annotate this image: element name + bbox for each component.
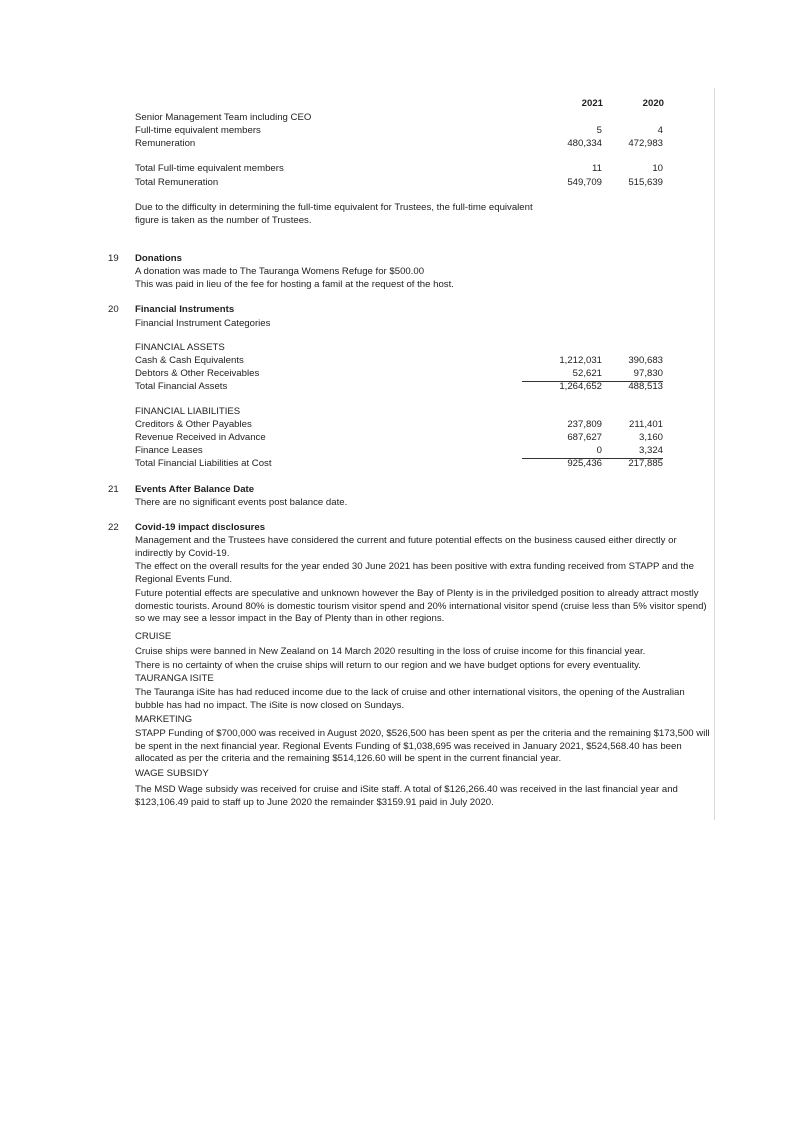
smt-row-value-2021: 480,334 <box>567 138 602 149</box>
financial-assets-heading: FINANCIAL ASSETS <box>135 342 225 353</box>
section-title-covid-19: Covid-19 impact disclosures <box>135 522 266 533</box>
year-header-2021: 2021 <box>581 98 603 109</box>
cruise-paragraph: There is no certainty of when the cruise ships will return to our region and we have budget options for every eventuality. <box>135 660 641 671</box>
section-title-events-after-balance-date: Events After Balance Date <box>135 484 255 495</box>
liability-row-label: Finance Leases <box>135 445 203 456</box>
total-financial-assets-2021: 1,264,652 <box>559 381 602 392</box>
section-title-financial-instruments: Financial Instruments <box>135 304 235 315</box>
asset-row-value-2021: 52,621 <box>522 368 602 382</box>
isite-heading: TAURANGA ISITE <box>135 673 214 684</box>
covid-paragraph: Management and the Trustees have considered the current and future potential effects on the business caused either directly or indirectly by Covid-19. <box>135 535 677 559</box>
smt-row-value-2021: 5 <box>596 125 602 136</box>
total-financial-assets-label: Total Financial Assets <box>135 381 228 392</box>
smt-heading: Senior Management Team including CEO <box>135 112 312 123</box>
section-number: 20 <box>108 304 119 315</box>
trustees-note-line: Due to the difficulty in determining the full-time equivalent for Trustees, the full-time equivalent <box>135 202 533 213</box>
liability-row-label: Creditors & Other Payables <box>135 419 252 430</box>
section-number: 21 <box>108 484 119 495</box>
isite-paragraph: The Tauranga iSite has had reduced income due to the lack of cruise and other international visitors, the opening of the Australian bubble has had no impact. The iSite is now closed on Sundays. <box>135 687 685 711</box>
total-financial-liabilities-label: Total Financial Liabilities at Cost <box>135 458 272 469</box>
section-number: 19 <box>108 253 119 264</box>
financial-instrument-categories: Financial Instrument Categories <box>135 318 271 329</box>
liability-row-label: Revenue Received in Advance <box>135 432 266 443</box>
smt-row-label: Full-time equivalent members <box>135 125 261 136</box>
smt-total-value-2020: 10 <box>652 163 663 174</box>
total-financial-assets-2020: 488,513 <box>628 381 663 392</box>
cruise-heading: CRUISE <box>135 631 172 642</box>
smt-total-label: Total Remuneration <box>135 177 219 188</box>
smt-row-label: Remuneration <box>135 138 196 149</box>
marketing-heading: MARKETING <box>135 714 193 725</box>
total-financial-liabilities-2020: 217,885 <box>628 458 663 469</box>
smt-total-label: Total Full-time equivalent members <box>135 163 284 174</box>
liability-row-value-2021: 237,809 <box>567 419 602 430</box>
marketing-paragraph: STAPP Funding of $700,000 was received in August 2020, $526,500 has been spent as per the criteria and the remaining $173,500 will be spent in the next financial year. Regional Events Funding of $1,038,695 was received in January 2021, $524,568.40 has been allocated as per the criteria and the remaining $514,126.60 will be spent in the current financial year. <box>135 728 710 765</box>
section-number: 22 <box>108 522 119 533</box>
events-text: There are no significant events post balance date. <box>135 497 348 508</box>
trustees-note-line: figure is taken as the number of Trustees. <box>135 215 312 226</box>
covid-paragraph: The effect on the overall results for the year ended 30 June 2021 has been positive with extra funding received from STAPP and the Regional Events Fund. <box>135 561 694 585</box>
asset-row-value-2021: 1,212,031 <box>559 355 602 366</box>
section-title-donations: Donations <box>135 253 182 264</box>
smt-row-value-2020: 472,983 <box>628 138 663 149</box>
liability-row-value-2020: 211,401 <box>629 419 663 430</box>
asset-row-value-2020: 97,830 <box>583 368 663 382</box>
smt-total-value-2021: 549,709 <box>567 177 602 188</box>
liability-row-value-2021: 0 <box>522 445 602 459</box>
smt-row-value-2020: 4 <box>657 125 663 136</box>
year-header-2020: 2020 <box>642 98 664 109</box>
smt-total-value-2021: 11 <box>592 163 602 174</box>
margin-rule <box>714 88 715 820</box>
asset-row-value-2020: 390,683 <box>628 355 663 366</box>
liability-row-value-2020: 3,160 <box>638 432 663 443</box>
donations-text: This was paid in lieu of the fee for hosting a famil at the request of the host. <box>135 279 454 290</box>
total-financial-liabilities-2021: 925,436 <box>567 458 602 469</box>
covid-paragraph: Future potential effects are speculative and unknown however the Bay of Plenty is in the priviledged position to already attract mostly domestic tourists. Around 80% is domestic tourism visitor spend and 20% international visitor spend (cruise less than 5% visitor spend) so we may see a lessor impact in the Bay of Plenty than in other regions. <box>135 588 707 625</box>
donations-text: A donation was made to The Tauranga Womens Refuge for $500.00 <box>135 266 425 277</box>
financial-liabilities-heading: FINANCIAL LIABILITIES <box>135 406 241 417</box>
liability-row-value-2020: 3,324 <box>583 445 663 459</box>
wage-subsidy-heading: WAGE SUBSIDY <box>135 768 209 779</box>
wage-subsidy-paragraph: The MSD Wage subsidy was received for cruise and iSite staff. A total of $126,266.40 was received in the last financial year and $123,106.49 paid to staff up to June 2020 the remainder $3159.91 paid in July 2020. <box>135 784 678 808</box>
asset-row-label: Debtors & Other Receivables <box>135 368 260 379</box>
cruise-paragraph: Cruise ships were banned in New Zealand on 14 March 2020 resulting in the loss of cruise income for this financial year. <box>135 646 646 657</box>
smt-total-value-2020: 515,639 <box>628 177 663 188</box>
asset-row-label: Cash & Cash Equivalents <box>135 355 244 366</box>
liability-row-value-2021: 687,627 <box>567 432 602 443</box>
